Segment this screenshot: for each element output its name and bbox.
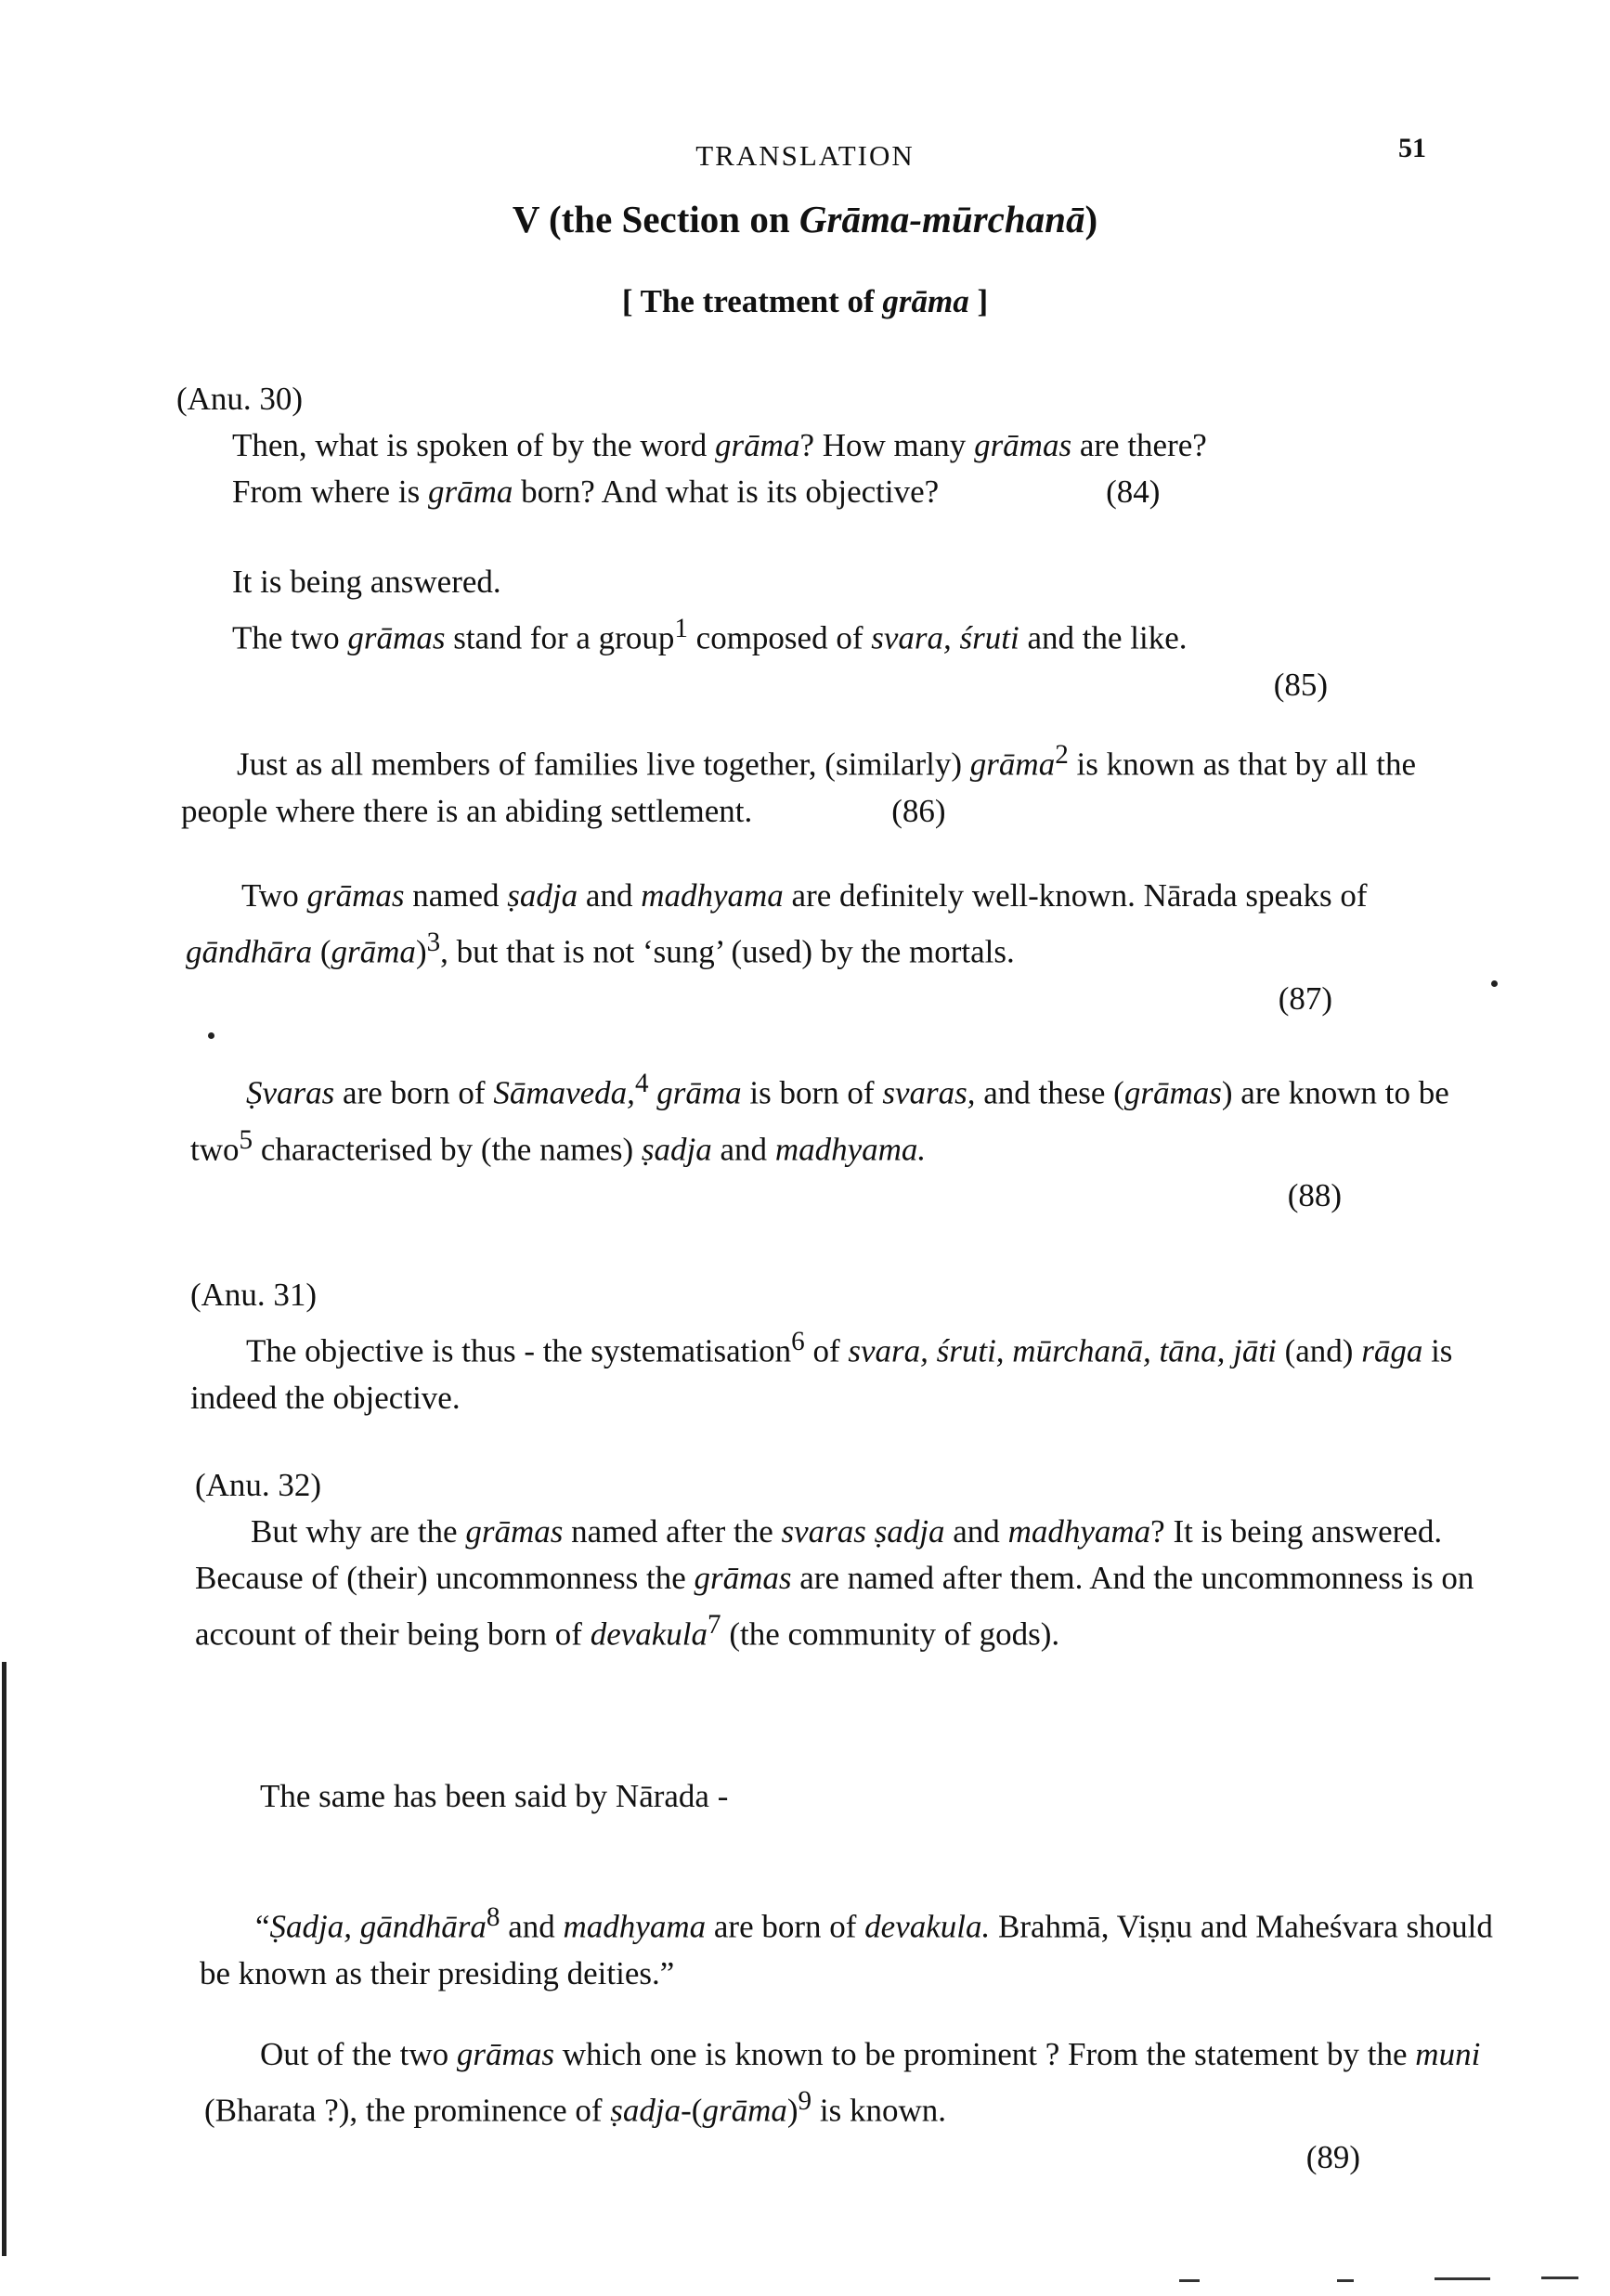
verse-86-text: Just as all members of families live together, (similarly) grāma$^2$ is known as that by all the people where there is an abiding settlement. (86): [181, 740, 1417, 829]
verse-number-89: (89): [1305, 2138, 1360, 2175]
anu30-block: [176, 376, 1393, 515]
verse-85-text: The two grāmas stand for a group$^1$ composed of svara, śruti and the like.: [232, 614, 1188, 656]
scan-speck: [1491, 980, 1498, 987]
verse-number-87: (87): [1278, 979, 1332, 1017]
anu31-block: [190, 1272, 1486, 1421]
verse-number-88: (88): [1287, 1177, 1342, 1214]
narada-block: [260, 1773, 1467, 1820]
anu30-question: Then, what is spoken of by the word grāma? How many grāmas are there?: [232, 427, 1207, 463]
verse-number-86: (86): [891, 792, 946, 829]
subsection-close: ]: [968, 283, 989, 319]
anu31-label: (Anu. 31): [190, 1277, 318, 1313]
anu31-text: The objective is thus - the systematisation$^6$ of svara, śruti, mūrchanā, tāna, jāti (and) rāga is indeed the objective.: [190, 1327, 1453, 1416]
quote-block: [200, 1894, 1495, 1997]
section-title-suffix: ): [1084, 198, 1098, 240]
page-number: 51: [1398, 133, 1426, 163]
verse-89-block: [204, 2031, 1500, 2181]
verse-87-block: [186, 873, 1467, 1022]
verse-number-84: (84): [1106, 473, 1161, 510]
running-head: TRANSLATION: [695, 139, 915, 172]
anu30-question-2: From where is grāma born? And what is its objective? (84): [232, 473, 1161, 510]
verse-85-intro: It is being answered.: [232, 564, 501, 600]
anu32-label: (Anu. 32): [195, 1467, 322, 1503]
anu32-text: But why are the grāmas named after the svaras ṣadja and madhyama? It is being answered. Because of (their) uncommonness the grāmas are named after them. And the uncommonness is on account of their being born of devakula$^7$ (the community of gods).: [195, 1513, 1474, 1653]
verse-86-block: [181, 732, 1462, 835]
subsection-term: grāma: [882, 283, 969, 319]
scan-speck: [208, 1032, 214, 1039]
verse-89-text: Out of the two grāmas which one is known to be prominent ? From the statement by the muni (Bharata ?), the prominence of ṣadja-(grāma)$^9$ is known.: [204, 2036, 1481, 2129]
verse-88-block: [190, 1060, 1476, 1219]
scan-dash: [1337, 2279, 1354, 2282]
quote-text: “Ṣadja, gāndhāra$^8$ and madhyama are born of devakula. Brahmā, Viṣṇu and Maheśvara should be known as their presiding deities.”: [200, 1902, 1493, 1991]
narada-line: The same has been said by Nārada -: [260, 1778, 729, 1814]
section-title-prefix: V (the Section on: [512, 198, 799, 240]
scan-dash: [1541, 2277, 1578, 2279]
section-title: [0, 197, 1610, 241]
section-title-term: Grāma-mūrchanā: [799, 198, 1085, 240]
anu30-label: (Anu. 30): [176, 381, 304, 417]
scan-margin-line: [2, 1662, 6, 2256]
verse-number-85: (85): [1273, 666, 1328, 703]
subsection-title: [0, 283, 1610, 320]
scan-dash: [1435, 2277, 1490, 2280]
verse-85-block: [232, 559, 1393, 708]
verse-87-text: Two grāmas named ṣadja and madhyama are definitely well-known. Nārada speaks of gāndhāra (grāma)$^3$, but that is not ‘sung’ (used) by the mortals.: [186, 877, 1368, 970]
anu32-block: [195, 1462, 1490, 1658]
subsection-open: [ The treatment of: [621, 283, 883, 319]
scan-dash: [1179, 2279, 1200, 2282]
verse-88-text: Ṣvaras are born of Sāmaveda,$^4$ grāma is born of svaras, and these (grāmas) are known to be two$^5$ characterised by (the names) ṣadja and madhyama.: [190, 1069, 1449, 1168]
